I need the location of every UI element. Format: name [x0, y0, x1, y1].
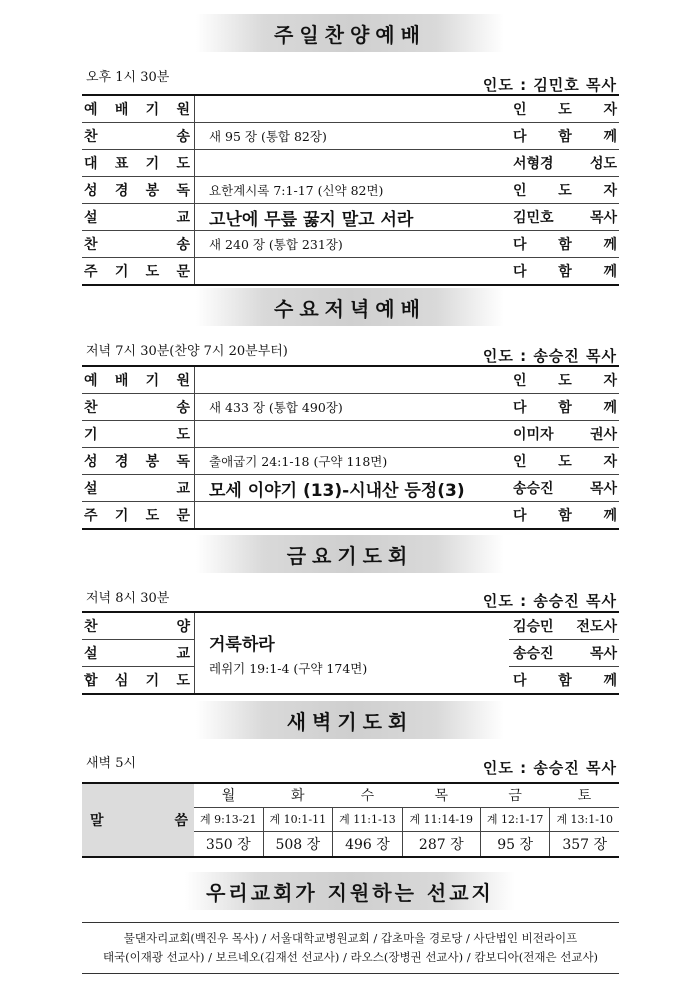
sermon-title: 고난에 무릎 꿇지 말고 서라 — [195, 204, 510, 231]
order-label — [82, 502, 195, 530]
missions-list — [82, 922, 619, 974]
label-part: 송 — [176, 400, 190, 416]
wednesday-order-table — [82, 365, 619, 530]
order-label — [82, 394, 195, 421]
label-part: 배 — [114, 373, 129, 389]
who-part: 께 — [603, 673, 617, 689]
order-who — [509, 123, 619, 150]
order-row — [82, 95, 619, 123]
who-part: 함 — [558, 508, 572, 524]
label-part: 성 — [84, 183, 98, 199]
order-who — [509, 475, 619, 502]
order-who — [509, 366, 619, 394]
friday-scripture: 레위기 19:1-4 (구약 174면) — [209, 660, 368, 676]
who-part: 함 — [558, 673, 572, 689]
order-row — [82, 394, 619, 421]
label-part: 주 — [84, 508, 98, 524]
order-row — [82, 123, 619, 150]
label-part: 합 — [84, 673, 98, 689]
label-part: 예 — [84, 102, 98, 118]
who-part: 목사 — [589, 210, 617, 226]
order-who — [509, 394, 619, 421]
label-part: 송 — [176, 237, 190, 253]
order-row — [82, 204, 619, 231]
friday-who-prayer — [509, 667, 619, 695]
label-part: 성 — [84, 454, 98, 470]
sunday-title: 주일찬양예배 — [196, 14, 504, 52]
label-part: 교 — [176, 210, 190, 226]
who-part: 다 — [513, 508, 527, 524]
order-content: 새 433 장 (통합 490장) — [195, 394, 510, 421]
friday-order-table — [82, 611, 619, 695]
label-part: 문 — [176, 508, 190, 524]
label-part: 찬 — [84, 400, 98, 416]
who-part: 자 — [603, 373, 617, 389]
who-part: 인 — [513, 102, 527, 118]
label-part: 기 — [145, 673, 160, 689]
who-part: 도 — [558, 183, 572, 199]
label-part: 설 — [84, 210, 98, 226]
label-part: 도 — [145, 264, 160, 280]
friday-time: 저녁 8시 30분 — [86, 591, 170, 606]
sermon-title: 모세 이야기 (13)-시내산 등정(3) — [195, 475, 510, 502]
label-part: 기 — [114, 508, 129, 524]
label-part: 문 — [176, 264, 190, 280]
dawn-day: 월 — [194, 783, 263, 807]
friday-sermon-cell — [195, 612, 510, 694]
order-content: 요한계시록 7:1-17 (신약 82면) — [195, 177, 510, 204]
friday-title: 금요기도회 — [196, 535, 504, 573]
label-part: 도 — [145, 508, 160, 524]
who-part: 김민호 — [513, 210, 554, 226]
dawn-hymn: 287 장 — [402, 831, 480, 857]
who-part: 이미자 — [513, 427, 554, 443]
wednesday-title: 수요저녁예배 — [196, 288, 504, 326]
who-part: 자 — [603, 454, 617, 470]
order-who — [509, 177, 619, 204]
order-label — [82, 421, 195, 448]
friday-who-praise — [509, 612, 619, 640]
who-part: 다 — [513, 673, 527, 689]
label-part: 찬 — [84, 129, 98, 145]
label-part: 도 — [176, 427, 190, 443]
order-who — [509, 95, 619, 123]
dawn-hymn: 350 장 — [194, 831, 263, 857]
who-part: 자 — [603, 183, 617, 199]
order-content — [195, 95, 510, 123]
order-row — [82, 231, 619, 258]
order-content — [195, 502, 510, 530]
dawn-hymn: 496 장 — [333, 831, 403, 857]
who-part: 자 — [603, 102, 617, 118]
label-part: 심 — [114, 673, 129, 689]
who-part: 다 — [513, 237, 527, 253]
label-part: 원 — [176, 373, 190, 389]
dawn-passage: 계 9:13-21 — [194, 807, 263, 831]
order-who — [509, 204, 619, 231]
missions-line-1: 물댄자리교회(백진우 목사) / 서울대학교병원교회 / 갑초마을 경로당 / 사단법인 비전라이프 — [123, 931, 578, 945]
order-content — [195, 366, 510, 394]
label-part: 독 — [176, 183, 190, 199]
dawn-schedule-table — [82, 782, 619, 858]
label-part: 봉 — [145, 454, 160, 470]
who-part: 도 — [558, 454, 572, 470]
who-part: 께 — [603, 264, 617, 280]
dawn-passage: 계 13:1-10 — [550, 807, 619, 831]
who-part: 께 — [603, 129, 617, 145]
label-part: 기 — [145, 373, 160, 389]
dawn-leader: 인도 : 송승진 목사 — [482, 759, 617, 777]
who-part: 목사 — [589, 646, 617, 662]
who-part: 인 — [513, 373, 527, 389]
dawn-title: 새벽기도회 — [196, 701, 504, 739]
label-part: 봉 — [145, 183, 160, 199]
order-row — [82, 150, 619, 177]
who-part: 께 — [603, 237, 617, 253]
who-part: 인 — [513, 454, 527, 470]
dawn-hymn: 95 장 — [480, 831, 550, 857]
dawn-passage: 계 10:1-11 — [263, 807, 333, 831]
dawn-label — [82, 783, 194, 857]
dawn-day: 토 — [550, 783, 619, 807]
order-label — [82, 448, 195, 475]
label-part: 기 — [145, 156, 160, 172]
who-part: 께 — [603, 400, 617, 416]
sunday-order-table — [82, 94, 619, 286]
order-row — [82, 475, 619, 502]
order-content: 출애굽기 24:1-18 (구약 118면) — [195, 448, 510, 475]
dawn-day: 화 — [263, 783, 333, 807]
friday-label-sermon — [82, 640, 195, 667]
order-content: 새 95 장 (통합 82장) — [195, 123, 510, 150]
label-part: 설 — [84, 646, 98, 662]
dawn-passage: 계 12:1-17 — [480, 807, 550, 831]
order-content — [195, 150, 510, 177]
label-part: 기 — [114, 264, 129, 280]
label-part: 교 — [176, 481, 190, 497]
label-part: 경 — [114, 183, 129, 199]
wednesday-leader: 인도 : 송승진 목사 — [482, 347, 617, 365]
who-part: 성도 — [589, 156, 617, 172]
order-content: 새 240 장 (통합 231장) — [195, 231, 510, 258]
missions-title: 우리교회가 지원하는 선교지 — [185, 872, 515, 910]
missions-line-2: 태국(이재광 선교사) / 보르네오(김재선 선교사) / 라오스(장병권 선교사) / 캄보디아(전재은 선교사) — [102, 950, 599, 964]
label-part: 송 — [176, 129, 190, 145]
dawn-passage: 계 11:1-13 — [333, 807, 403, 831]
label-part: 표 — [114, 156, 129, 172]
order-label — [82, 258, 195, 286]
order-who — [509, 231, 619, 258]
who-part: 함 — [558, 129, 572, 145]
order-label — [82, 95, 195, 123]
label-part: 도 — [176, 673, 190, 689]
order-label — [82, 123, 195, 150]
dawn-time: 새벽 5시 — [86, 756, 137, 771]
order-who — [509, 421, 619, 448]
friday-label-praise — [82, 612, 195, 640]
order-label — [82, 475, 195, 502]
who-part: 함 — [558, 264, 572, 280]
order-content — [195, 421, 510, 448]
order-who — [509, 502, 619, 530]
who-part: 김승민 — [513, 619, 554, 635]
who-part: 께 — [603, 508, 617, 524]
who-part: 송승진 — [513, 481, 554, 497]
label-part: 찬 — [84, 619, 98, 635]
who-part: 다 — [513, 129, 527, 145]
who-part: 도 — [558, 102, 572, 118]
dawn-day: 목 — [402, 783, 480, 807]
order-row — [82, 421, 619, 448]
order-label — [82, 150, 195, 177]
dawn-hymn: 508 장 — [263, 831, 333, 857]
order-row — [82, 366, 619, 394]
dawn-day: 금 — [480, 783, 550, 807]
who-part: 전도사 — [576, 619, 617, 635]
order-who — [509, 150, 619, 177]
sunday-leader: 인도 : 김민호 목사 — [482, 76, 617, 94]
who-part: 다 — [513, 264, 527, 280]
order-label — [82, 177, 195, 204]
label-part: 대 — [84, 156, 98, 172]
friday-sermon-title: 거룩하라 — [209, 634, 275, 655]
who-part: 목사 — [589, 481, 617, 497]
friday-who-sermon — [509, 640, 619, 667]
who-part: 도 — [558, 373, 572, 389]
order-label — [82, 366, 195, 394]
who-part: 함 — [558, 400, 572, 416]
label-part: 기 — [84, 427, 98, 443]
who-part: 송승진 — [513, 646, 554, 662]
order-row — [82, 502, 619, 530]
label-part: 주 — [84, 264, 98, 280]
label-part: 찬 — [84, 237, 98, 253]
order-row — [82, 258, 619, 286]
order-who — [509, 448, 619, 475]
label-part: 씀 — [174, 813, 188, 829]
label-part: 독 — [176, 454, 190, 470]
label-part: 양 — [176, 619, 190, 635]
who-part: 인 — [513, 183, 527, 199]
who-part: 서형경 — [513, 156, 554, 172]
friday-label-prayer — [82, 667, 195, 695]
who-part: 권사 — [589, 427, 617, 443]
dawn-day: 수 — [333, 783, 403, 807]
wednesday-time: 저녁 7시 30분(찬양 7시 20분부터) — [86, 344, 288, 359]
label-part: 설 — [84, 481, 98, 497]
label-part: 기 — [145, 102, 160, 118]
order-who — [509, 258, 619, 286]
who-part: 다 — [513, 400, 527, 416]
label-part: 말 — [90, 813, 104, 829]
label-part: 도 — [176, 156, 190, 172]
label-part: 경 — [114, 454, 129, 470]
order-label — [82, 231, 195, 258]
order-label — [82, 204, 195, 231]
label-part: 배 — [114, 102, 129, 118]
dawn-passage: 계 11:14-19 — [402, 807, 480, 831]
order-content — [195, 258, 510, 286]
who-part: 함 — [558, 237, 572, 253]
label-part: 예 — [84, 373, 98, 389]
label-part: 원 — [176, 102, 190, 118]
order-row — [82, 448, 619, 475]
label-part: 교 — [176, 646, 190, 662]
sunday-time: 오후 1시 30분 — [86, 70, 170, 85]
friday-leader: 인도 : 송승진 목사 — [482, 592, 617, 610]
dawn-hymn: 357 장 — [550, 831, 619, 857]
order-row — [82, 177, 619, 204]
